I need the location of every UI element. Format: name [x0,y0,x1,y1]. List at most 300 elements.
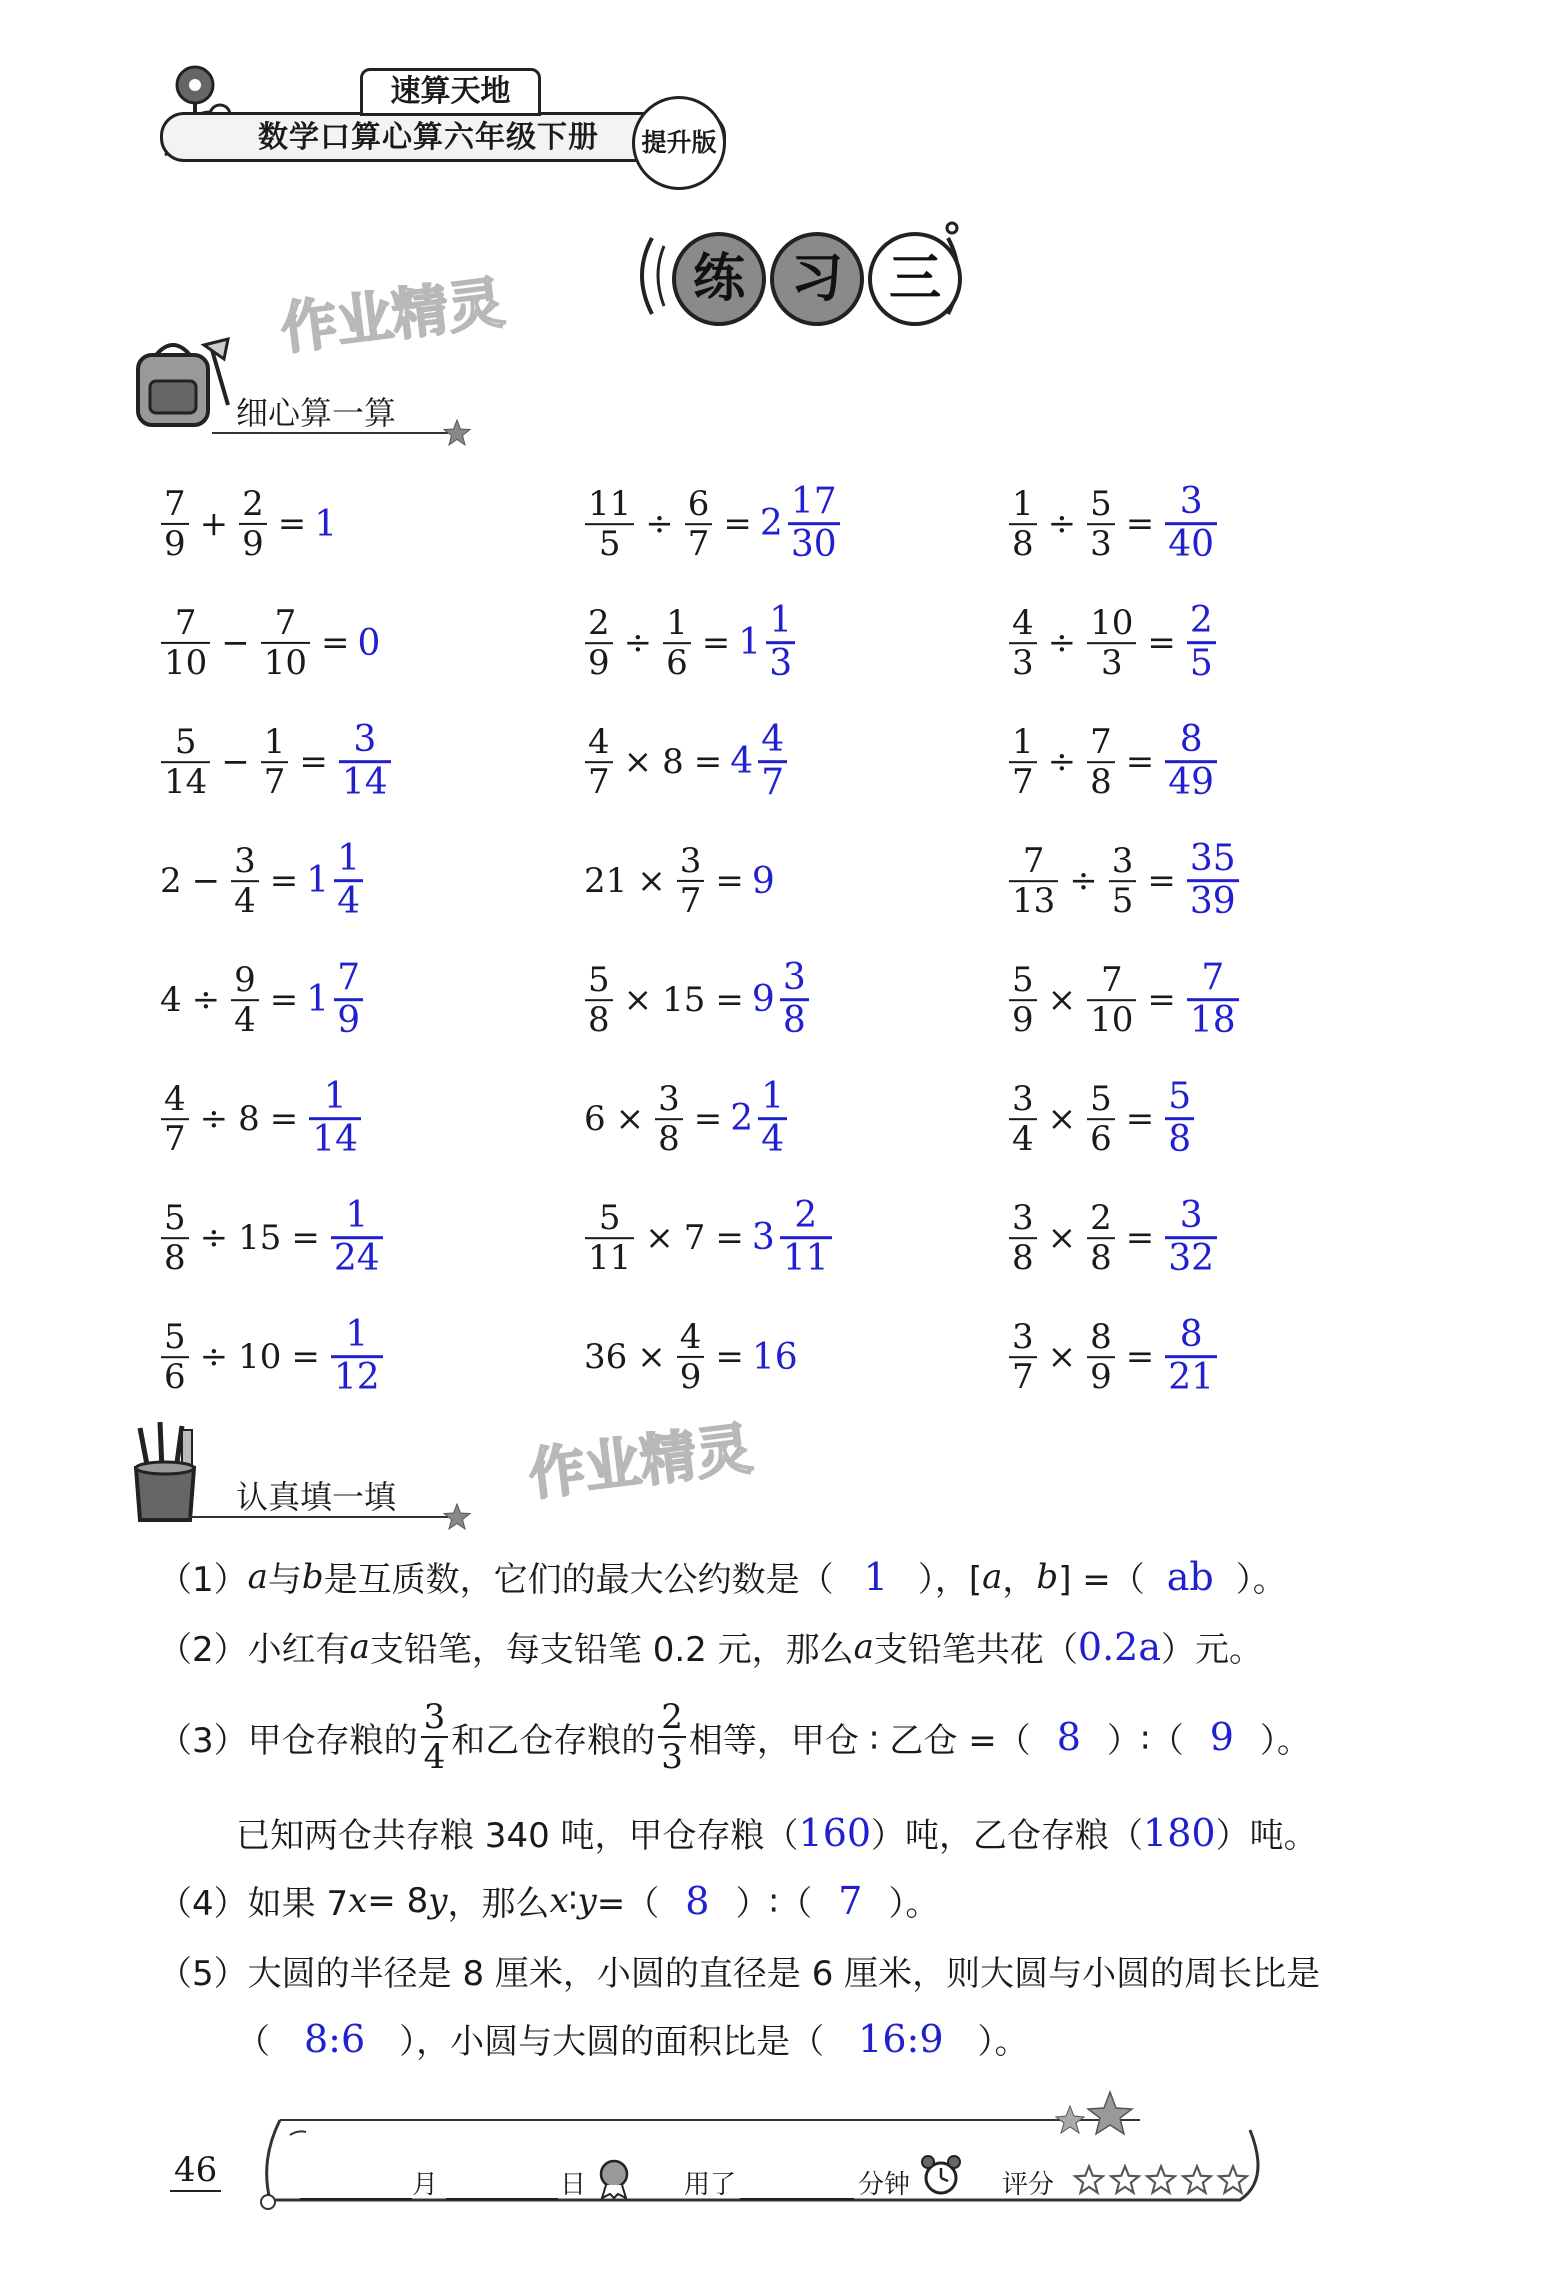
fill-question-5 [158,1946,1320,1995]
operator: − [221,623,250,663]
denominator: 3 [1090,524,1112,564]
numerator: 1 [345,1314,369,1356]
numerator: 8 [1179,1314,1203,1356]
denominator: 11 [588,1238,632,1278]
star-outline-icon[interactable] [1180,2164,1214,2196]
operator: − [191,861,221,901]
calc-answer[interactable] [314,504,339,545]
fraction [261,604,310,682]
calc-equation [1006,839,1242,923]
denominator: 4 [234,881,256,921]
denominator: 7 [263,762,286,802]
numerator: 1 [1012,483,1034,524]
numerator: 4 [1012,602,1034,643]
fraction [1009,485,1037,563]
operator: − [221,742,250,782]
numerator: 1 [761,1076,785,1118]
var-x: x [549,1880,569,1921]
q3-number: （3） [158,1720,248,1761]
star-icon [442,418,472,448]
operator: = [299,742,328,782]
denominator: 6 [666,643,688,683]
calc-equation [582,720,790,804]
numerator: 2 [588,602,610,643]
fraction [1109,842,1137,920]
q2-text: ）元。 [1160,1630,1263,1670]
var-a: a [247,1556,268,1597]
numerator: 5 [1012,959,1034,1000]
fill-question-4 [158,1876,939,1925]
operator: ÷ [1047,623,1077,663]
q5-answer-area-ratio[interactable]: 16:9 [858,2016,944,2061]
calc-answer[interactable] [738,601,798,685]
denominator: 39 [1189,881,1236,923]
answer-fraction [339,720,391,804]
calc-equation [158,839,366,923]
operator: × [623,742,653,782]
operator: = [1147,980,1176,1020]
numerator: 7 [1201,957,1225,999]
denominator: 9 [337,1000,361,1042]
fill-question-3 [158,1698,1311,1776]
section-underline [212,432,448,434]
denominator: 5 [1189,643,1213,685]
fraction [585,723,613,801]
book-title: 数学口算心算六年级下册 [258,120,599,155]
numerator: 5 [598,1197,621,1238]
calc-answer[interactable] [306,1077,364,1161]
q3-text: ）吨。 [1215,1816,1318,1856]
operator: = [1125,504,1155,544]
q3-text: 已知两仓共存粮 340 吨，甲仓存粮（ [236,1816,799,1856]
denominator: 9 [588,643,610,683]
var-a: a [982,1556,1003,1597]
numerator: 1 [1012,721,1034,762]
calc-answer[interactable] [1184,958,1242,1042]
fraction [677,1318,705,1396]
minutes-label: 分钟 [858,2170,911,2200]
calc-equation [582,1318,800,1396]
fraction [1009,842,1058,920]
q1-number: （1） [158,1560,248,1600]
fraction [1087,604,1136,682]
numerator: 7 [1090,721,1112,762]
q3-answer-ratio-a[interactable]: 8 [1056,1715,1081,1760]
calc-equation [1006,601,1219,685]
operator: × [623,980,653,1020]
q5-answer-perimeter-ratio[interactable]: 8:6 [304,2016,366,2061]
month-label: 月 [412,2170,439,2200]
fraction [161,723,210,801]
numerator: 1 [323,1076,347,1118]
answer-fraction [766,601,795,685]
fraction [261,723,289,801]
operator: = [715,980,744,1020]
q4-text: ）。 [888,1884,940,1924]
answer-fraction [1165,1196,1217,1280]
denominator: 8 [1012,524,1034,564]
operator: = [321,623,350,663]
q3-answer-ratio-b[interactable]: 9 [1209,1715,1234,1760]
denominator: 3 [1100,643,1123,683]
denominator: 8 [1090,1238,1112,1278]
answer-fraction [334,839,363,923]
operator: = [277,504,307,544]
pencil-cup-icon [130,1420,200,1525]
answer-fraction [334,958,363,1042]
answer-fraction [758,720,787,804]
calc-answer[interactable] [730,720,790,804]
fraction [161,1080,189,1158]
numerator: 7 [337,957,361,999]
operator: = [269,980,299,1020]
answer-fraction [758,1077,787,1161]
fraction [161,485,189,563]
operator: = [715,1218,744,1258]
operator: ÷ [191,980,221,1020]
var-a: a [349,1626,370,1667]
fraction [1087,1318,1115,1396]
operator: ÷ [1047,742,1077,782]
operator: × [615,1099,645,1139]
denominator: 6 [164,1357,186,1397]
answer-whole: 2 [730,1098,754,1140]
operator: × [645,1218,674,1258]
answer-whole: 9 [751,860,775,902]
calc-equation [1006,720,1220,804]
star-outline-icon[interactable] [1108,2164,1142,2196]
q1-text: ， [1002,1560,1037,1600]
answer-fraction [788,482,840,566]
q3-text: 相等，甲仓 ∶ 乙仓 =（ [688,1720,1031,1761]
operator: ÷ [1047,504,1077,544]
answer-fraction [1187,601,1216,685]
denominator: 7 [164,1119,186,1159]
q1-text: 是互质数，它们的最大公约数是（ [323,1560,834,1600]
fraction [663,604,691,682]
denominator: 30 [790,524,837,566]
denominator: 40 [1168,524,1215,566]
section-title-fill: 认真填一填 [236,1478,397,1516]
numerator: 3 [353,719,377,761]
q5-text: ）。 [977,2022,1029,2062]
fraction [1087,485,1115,563]
operator: = [1147,623,1176,663]
q2-number: （2） [158,1630,248,1670]
calc-equation [1006,958,1242,1042]
answer-whole: 0 [357,622,381,664]
numerator: 4 [761,719,785,761]
section-title-calc: 细心算一算 [236,394,397,432]
numerator: 35 [1189,838,1236,880]
numerator: 4 [164,1078,186,1119]
alarm-clock-icon [920,2154,962,2198]
month-blank[interactable] [300,2198,412,2200]
denominator: 9 [242,524,264,564]
operator: = [693,742,723,782]
numerator: 4 [588,721,610,762]
calc-answer[interactable] [752,958,812,1042]
operator: × [1047,1099,1077,1139]
day-blank[interactable] [446,2198,558,2200]
denominator: 9 [164,524,186,564]
calc-equation [582,482,843,566]
q5-text: （ [236,2022,270,2062]
fill-question-1 [158,1552,1287,1601]
fraction [161,1199,189,1277]
title-char-2: 习 [770,232,864,326]
number: 6 [584,1099,606,1139]
numerator: 10 [1090,602,1134,643]
watermark-top: 作业精灵 [277,270,508,363]
denominator: 14 [312,1119,359,1161]
numerator: 5 [1090,1078,1112,1119]
fraction [231,842,259,920]
denominator: 14 [341,762,388,804]
fraction [231,961,259,1039]
denominator: 5 [598,524,621,564]
calc-answer[interactable] [752,1196,835,1280]
q1-answer-gcd[interactable]: 1 [863,1554,888,1599]
fill-question-5-line2 [236,2014,1029,2063]
calc-answer[interactable] [358,623,383,664]
q4-text: ，那么 [447,1884,550,1924]
calc-answer[interactable] [1162,1315,1220,1399]
calc-answer[interactable] [730,1077,790,1161]
q1-text: ）。 [1235,1560,1287,1600]
numerator: 5 [1090,483,1112,524]
answer-fraction [1165,720,1217,804]
fraction [161,604,210,682]
q3-answer-a-storage[interactable]: 160 [798,1810,872,1855]
calc-equation [582,1077,790,1161]
denominator: 12 [333,1357,380,1399]
numerator: 2 [1189,600,1213,642]
denominator: 8 [782,1000,806,1042]
fraction [1009,604,1037,682]
q1-text: ] =（ [1058,1560,1145,1600]
operator: × [1047,1218,1077,1258]
q3-answer-b-storage[interactable]: 180 [1143,1810,1216,1855]
answer-whole: 1 [306,860,330,902]
calc-answer[interactable] [1184,839,1242,923]
operator: = [291,1218,320,1258]
calc-equation [1006,1077,1197,1161]
exercise-title [630,218,970,333]
fraction [1009,723,1037,801]
numerator: 2 [794,1195,818,1237]
watermark-middle: 作业精灵 [525,1416,756,1509]
answer-whole: 4 [730,741,754,783]
calc-answer[interactable] [306,839,366,923]
denominator: 9 [1090,1357,1112,1397]
denominator: 4 [761,1119,785,1161]
denominator: 3 [661,1737,683,1778]
operator: = [723,504,752,544]
q4-answer-y[interactable]: 7 [838,1878,863,1923]
denominator: 7 [687,524,710,564]
operator: = [693,1099,723,1139]
numerator: 1 [337,838,361,880]
fraction [1087,1080,1115,1158]
minutes-blank[interactable] [740,2198,854,2200]
operator: = [1147,861,1176,901]
number: 15 [238,1218,282,1258]
answer-whole: 1 [738,622,762,664]
score-stars[interactable] [1072,2164,1250,2196]
answer-fraction [1165,482,1217,566]
denominator: 8 [1012,1238,1034,1278]
denominator: 10 [164,643,208,683]
title-char-3: 三 [868,232,962,326]
numerator: 7 [174,602,197,643]
denominator: 49 [1168,762,1215,804]
fraction [1087,1199,1115,1277]
operator: + [199,504,229,544]
q5-number: （5） [158,1954,248,1994]
operator: = [1125,1099,1155,1139]
operator: = [715,1337,744,1377]
denominator: 13 [1012,881,1056,921]
fraction-3-4 [421,1698,449,1776]
fill-question-2 [158,1622,1263,1671]
star-outline-icon[interactable] [1216,2164,1250,2196]
number: 8 [238,1099,260,1139]
q3-text: 甲仓存粮的 [247,1720,418,1761]
answer-fraction [1187,839,1239,923]
operator: = [701,623,731,663]
fraction [585,604,613,682]
denominator: 8 [1168,1119,1192,1161]
fraction [1087,723,1115,801]
var-a: a [853,1626,874,1667]
var-b: b [301,1556,324,1597]
denominator: 7 [1012,1357,1034,1397]
fraction [685,485,713,563]
denominator: 14 [164,762,208,802]
q1-answer-lcm[interactable]: ab [1166,1554,1214,1599]
numerator: 8 [1090,1316,1112,1357]
numerator: 7 [1022,840,1045,881]
calc-equation [1006,482,1220,566]
numerator: 5 [164,1316,186,1357]
calc-answer[interactable] [752,1337,800,1378]
q2-text: 小红有 [247,1630,350,1670]
calc-equation [582,842,777,920]
numerator: 4 [679,1316,702,1357]
operator: = [1125,1337,1155,1377]
numerator: 3 [1012,1316,1034,1357]
calc-answer[interactable] [1162,1077,1197,1161]
star-outline-icon[interactable] [1144,2164,1178,2196]
calc-answer[interactable] [336,720,394,804]
answer-whole: 3 [751,1217,775,1259]
q3-text: ）∶（ [1106,1720,1184,1761]
denominator: 7 [761,762,785,804]
fraction [1009,1199,1037,1277]
numerator: 3 [679,840,702,881]
operator: × [637,1337,666,1377]
answer-fraction [331,1315,383,1399]
header-tab: 速算天地 [360,68,541,116]
star-outline-icon[interactable] [1072,2164,1106,2196]
calc-answer[interactable] [760,482,843,566]
numerator: 3 [1012,1078,1034,1119]
denominator: 10 [1090,1000,1134,1040]
q2-answer-cost[interactable]: 0.2a [1077,1624,1161,1669]
calc-answer[interactable] [328,1196,386,1280]
q2-text: 支铅笔共花（ [873,1630,1078,1670]
calc-answer[interactable] [306,958,366,1042]
fraction [585,961,613,1039]
denominator: 32 [1168,1238,1215,1280]
fraction [585,1199,634,1277]
calc-answer[interactable] [1162,720,1220,804]
operator: ÷ [199,1218,229,1258]
denominator: 7 [1012,762,1034,802]
q5-text: 大圆的半径是 8 厘米，小圆的直径是 6 厘米，则大圆与小圆的周长比是 [247,1954,1321,1994]
denominator: 18 [1189,1000,1236,1042]
denominator: 21 [1168,1357,1215,1399]
star-icon [442,1502,472,1532]
numerator: 2 [242,483,264,524]
denominator: 7 [588,762,610,802]
answer-fraction [780,1196,832,1280]
operator: = [1125,742,1155,782]
q3-text: ）。 [1259,1720,1311,1761]
operator: = [269,1099,299,1139]
calc-equation [158,1077,364,1161]
operator: ÷ [623,623,653,663]
denominator: 9 [679,1357,702,1397]
q3-text: 和乙仓存粮的 [451,1720,656,1761]
number: 36 [584,1337,628,1377]
number: 7 [683,1218,706,1258]
number: 4 [160,980,182,1020]
denominator: 9 [1012,1000,1034,1040]
numerator: 3 [234,840,256,881]
numerator: 3 [782,957,806,999]
q4-answer-x[interactable]: 8 [685,1878,710,1923]
fraction [1009,1080,1037,1158]
fraction [655,1080,683,1158]
answer-fraction [1187,958,1239,1042]
fraction [161,1318,189,1396]
calc-answer[interactable] [1162,1196,1220,1280]
denominator: 11 [782,1238,829,1280]
calc-answer[interactable] [1184,601,1219,685]
number: 8 [662,742,684,782]
answer-fraction [780,958,809,1042]
calc-answer[interactable] [1162,482,1220,566]
number: 2 [160,861,182,901]
calc-answer[interactable] [752,861,777,902]
backpack-icon [128,335,238,435]
fill-question-3-line2 [236,1808,1318,1857]
q4-text: = 8 [367,1880,429,1921]
operator: ÷ [1069,861,1098,901]
denominator: 4 [423,1737,446,1778]
answer-whole: 1 [306,979,330,1021]
calc-answer[interactable] [328,1315,386,1399]
var-b: b [1036,1556,1059,1597]
q2-text: 支铅笔，每支铅笔 0.2 元，那么 [369,1630,854,1670]
answer-whole: 2 [759,503,783,545]
answer-whole: 16 [751,1336,798,1378]
answer-whole: 9 [751,979,775,1021]
calc-equation [1006,1315,1220,1399]
operator: ÷ [199,1099,229,1139]
